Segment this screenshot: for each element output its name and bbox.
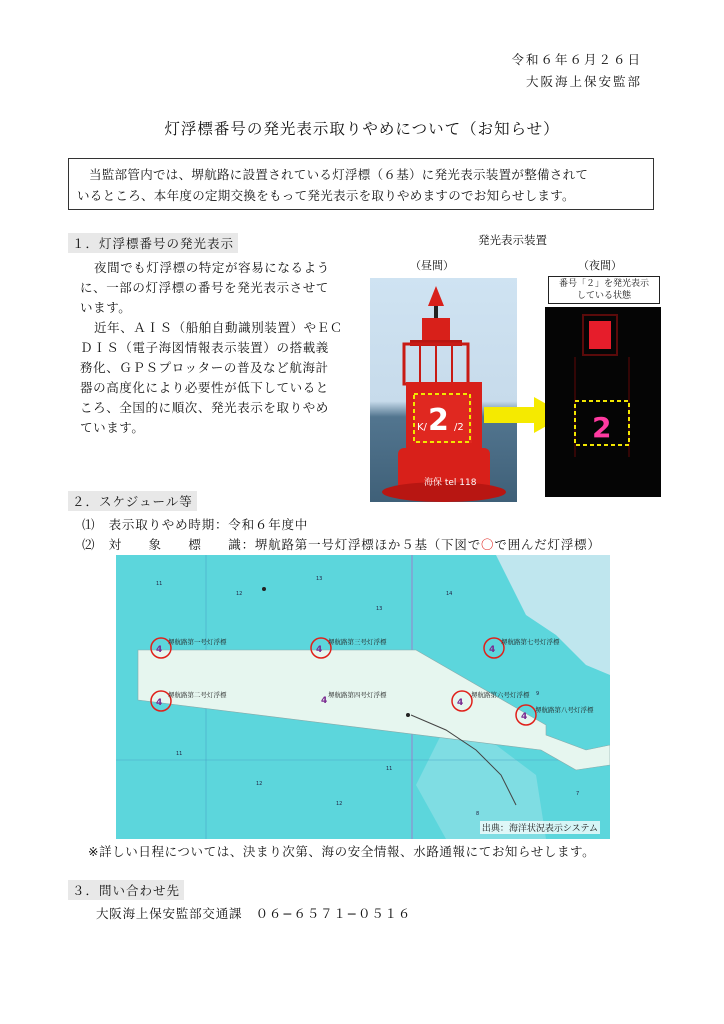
map-label-buoy-2: 堺航路第二号灯浮標 xyxy=(168,691,227,699)
summary-line-1: 当監部管内では、堺航路に設置されている灯浮標（６基）に発光表示装置が整備されて xyxy=(89,167,589,182)
svg-text:8: 8 xyxy=(476,811,480,817)
svg-text:4: 4 xyxy=(521,712,528,722)
svg-text:11: 11 xyxy=(176,751,183,757)
svg-text:11: 11 xyxy=(156,581,163,587)
daytime-buoy-photo xyxy=(370,278,517,502)
svg-text:12: 12 xyxy=(336,801,343,807)
map-label-buoy-3: 堺航路第三号灯浮標 xyxy=(328,638,387,646)
page-title: 灯浮標番号の発光表示取りやめについて（お知らせ） xyxy=(164,120,560,138)
svg-text:4: 4 xyxy=(321,696,328,706)
para1-line: に、一部の灯浮標の番号を発光表示させて xyxy=(80,280,329,295)
issue-date: 令和６年６月２６日 xyxy=(511,52,642,67)
summary-box xyxy=(68,158,654,210)
svg-text:4: 4 xyxy=(457,698,464,708)
para2-line: 近年、ＡＩＳ（船舶自動識別装置）やＥＣ xyxy=(94,320,343,335)
section1-body xyxy=(80,258,365,438)
section3-heading: ３．問い合わせ先 xyxy=(68,880,184,900)
svg-text:12: 12 xyxy=(256,781,263,787)
map-credit: 出典：海洋状況表示システム xyxy=(480,821,600,834)
svg-text:14: 14 xyxy=(446,591,453,597)
svg-text:4: 4 xyxy=(316,645,323,655)
chart-map xyxy=(116,555,610,839)
para2-line: ころ、全国的に順次、発光表示を取りやめ xyxy=(80,400,329,415)
device-photo-title: 発光表示装置 xyxy=(478,233,547,247)
svg-text:11: 11 xyxy=(386,766,393,772)
schedule-item-2 xyxy=(82,535,601,553)
svg-text:4: 4 xyxy=(156,645,163,655)
day-buoy-number: 2 xyxy=(428,403,449,438)
svg-text:13: 13 xyxy=(316,576,323,582)
svg-text:7: 7 xyxy=(576,791,580,797)
svg-text:9: 9 xyxy=(536,691,540,697)
svg-text:4: 4 xyxy=(156,698,163,708)
callout-line-1: 番号「２」を発光表示 xyxy=(558,279,649,289)
schedule-item-1: ⑴ 表示取りやめ時期：令和６年度中 xyxy=(82,517,309,532)
map-label-buoy-8: 堺航路第八号灯浮標 xyxy=(535,706,594,714)
buoy-base-text: 海保 tel 118 xyxy=(424,478,477,488)
para1-line: います。 xyxy=(80,300,132,315)
section2-heading: ２．スケジュール等 xyxy=(68,491,197,511)
schedule-item-2-prefix: ⑵ 対 象 標 識：堺航路第一号灯浮標ほか５基（下図で xyxy=(82,537,482,552)
day-buoy-side-left: K/ xyxy=(417,422,427,433)
section1-heading: １．灯浮標番号の発光表示 xyxy=(68,233,238,253)
para2-line: ＤＩＳ（電子海図情報表示装置）の搭載義 xyxy=(80,340,329,355)
map-label-buoy-1: 堺航路第一号灯浮標 xyxy=(168,638,227,646)
map-label-buoy-6: 堺航路第六号灯浮標 xyxy=(471,691,530,699)
map-label-buoy-7: 堺航路第七号灯浮標 xyxy=(501,638,560,646)
svg-text:12: 12 xyxy=(236,591,243,597)
callout-line-2: している状態 xyxy=(576,291,631,301)
night-buoy-number: 2 xyxy=(592,411,612,444)
map-label-buoy-4: 堺航路第四号灯浮標 xyxy=(328,691,387,699)
schedule-note: ※詳しい日程については、決まり次第、海の安全情報、水路通報にてお知らせします。 xyxy=(88,844,596,859)
para2-line: 務化、ＧＰＳプロッターの普及など航海計 xyxy=(80,360,329,375)
nighttime-buoy-photo xyxy=(545,307,661,497)
issuing-office: 大阪海上保安監部 xyxy=(525,74,642,89)
para2-line: ています。 xyxy=(80,420,145,435)
day-buoy-side-right: /2 xyxy=(454,422,464,433)
contact-info: 大阪海上保安監部交通課 ０６−６５７１−０５１６ xyxy=(96,906,412,921)
day-label: （昼間） xyxy=(410,259,454,272)
night-label: （夜間） xyxy=(578,259,622,272)
red-circle-mark: 〇 xyxy=(481,537,495,552)
para1-line: 夜間でも灯浮標の特定が容易になるよう xyxy=(94,260,330,275)
night-callout xyxy=(548,276,660,304)
schedule-item-2-suffix: で囲んだ灯浮標） xyxy=(494,537,601,552)
svg-text:13: 13 xyxy=(376,606,383,612)
svg-text:4: 4 xyxy=(489,645,496,655)
summary-line-2: いるところ、本年度の定期交換をもって発光表示を取りやめますのでお知らせします。 xyxy=(77,188,575,203)
para2-line: 器の高度化により必要性が低下していると xyxy=(80,380,329,395)
